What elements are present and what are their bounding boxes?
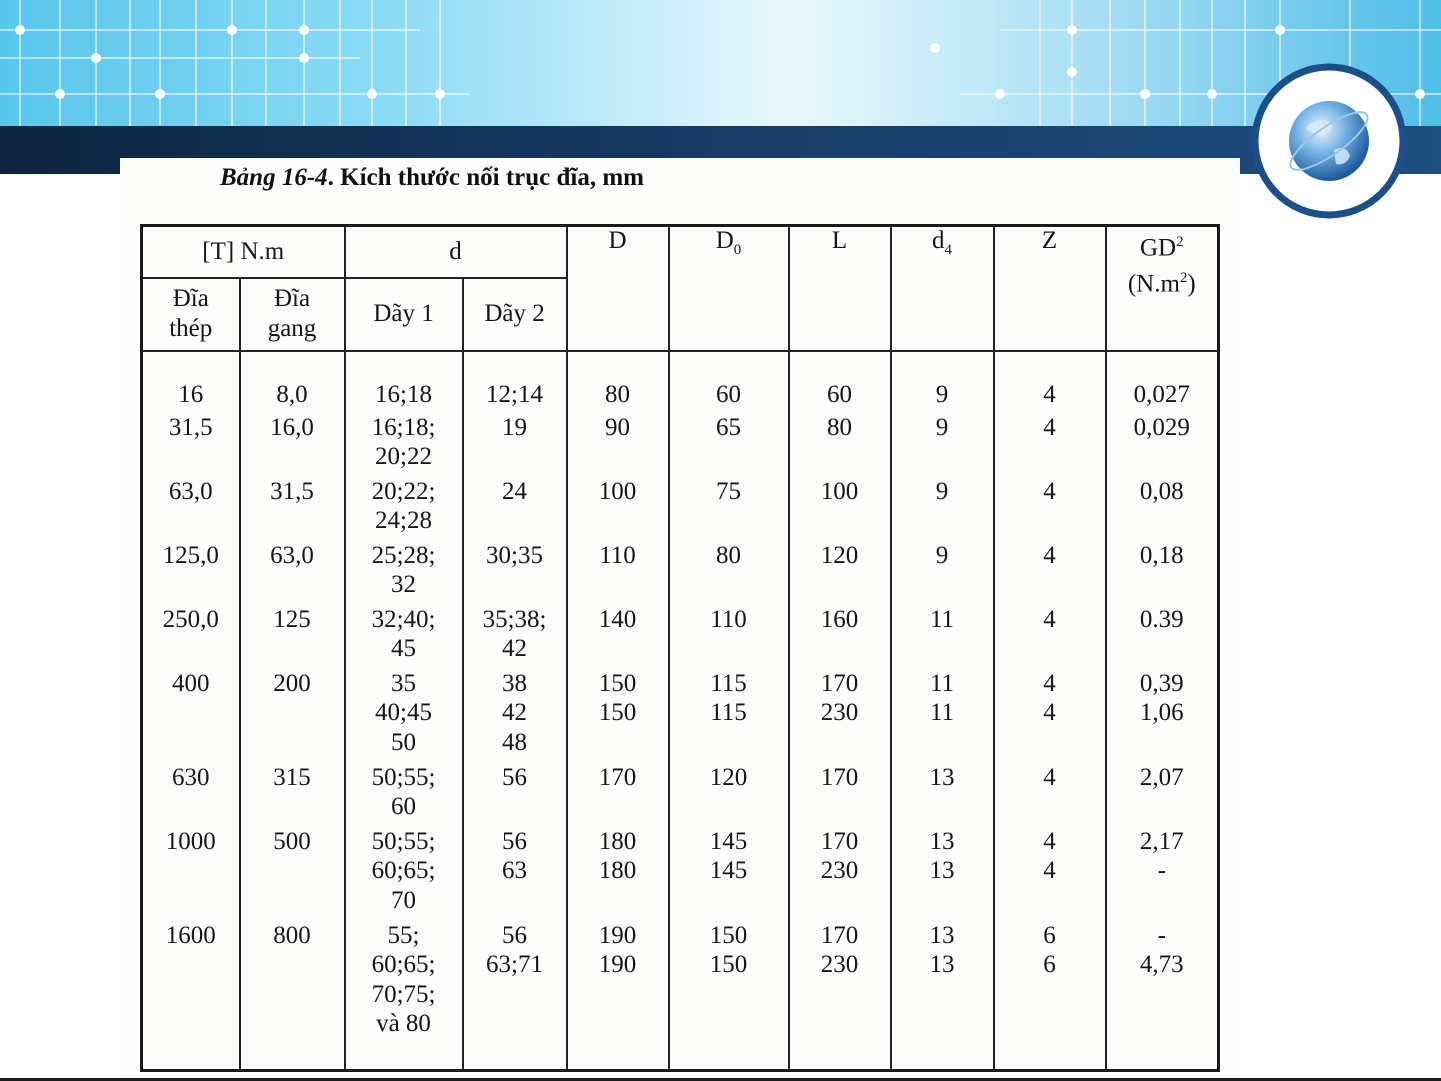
cell-cast: 800: [240, 921, 345, 1071]
coupling-dimensions-table: [140, 224, 1220, 1072]
table-row: [142, 351, 1219, 413]
cell-d1: 20;22; 24;28: [345, 477, 463, 541]
table-row: [142, 605, 1219, 669]
cell-d1: 50;55; 60;65; 70: [345, 827, 463, 921]
cell-z: 4: [994, 351, 1106, 413]
cell-gd2: 0,18: [1106, 541, 1219, 605]
cell-steel: 1600: [142, 921, 240, 1071]
cell-gd2: 2,07: [1106, 763, 1219, 827]
cell-d1: 35 40;45 50: [345, 669, 463, 763]
cell-l: 170 230: [789, 669, 891, 763]
cell-d0: 120: [669, 763, 789, 827]
cell-gd2: 0,027: [1106, 351, 1219, 413]
table-row: [142, 669, 1219, 763]
cell-cast: 63,0: [240, 541, 345, 605]
cell-steel: 400: [142, 669, 240, 763]
cell-l: 120: [789, 541, 891, 605]
cell-d0: 60: [669, 351, 789, 413]
cell-d2: 56 63;71: [463, 921, 567, 1071]
cell-d: 170: [567, 763, 669, 827]
table-body: [142, 351, 1219, 1071]
globe-logo-icon: [1250, 58, 1408, 224]
table-row: [142, 827, 1219, 921]
header-D: D: [567, 226, 669, 351]
cell-z: 4 4: [994, 669, 1106, 763]
cell-d4: 13 13: [891, 827, 994, 921]
cell-cast: 315: [240, 763, 345, 827]
cell-d: 140: [567, 605, 669, 669]
cell-d: 100: [567, 477, 669, 541]
cell-d0: 145 145: [669, 827, 789, 921]
header-Z: Z: [994, 226, 1106, 351]
cell-z: 4: [994, 763, 1106, 827]
cell-d2: 19: [463, 413, 567, 477]
cell-d1: 16;18: [345, 351, 463, 413]
table-row: [142, 541, 1219, 605]
cell-z: 4: [994, 413, 1106, 477]
cell-z: 4: [994, 541, 1106, 605]
cell-cast: 200: [240, 669, 345, 763]
cell-cast: 16,0: [240, 413, 345, 477]
cell-d2: 35;38; 42: [463, 605, 567, 669]
cell-d0: 75: [669, 477, 789, 541]
cell-steel: 31,5: [142, 413, 240, 477]
cell-l: 170 230: [789, 921, 891, 1071]
cell-gd2: 0,39 1,06: [1106, 669, 1219, 763]
cell-l: 60: [789, 351, 891, 413]
cell-d: 180 180: [567, 827, 669, 921]
caption-text: . Kích thước nối trục đĩa, mm: [327, 164, 644, 191]
cell-steel: 630: [142, 763, 240, 827]
cell-cast: 31,5: [240, 477, 345, 541]
cell-cast: 125: [240, 605, 345, 669]
cell-z: 4 4: [994, 827, 1106, 921]
cell-d0: 65: [669, 413, 789, 477]
cell-d2: 38 42 48: [463, 669, 567, 763]
cell-d: 110: [567, 541, 669, 605]
cell-d0: 80: [669, 541, 789, 605]
cell-d: 90: [567, 413, 669, 477]
cell-d1: 50;55; 60: [345, 763, 463, 827]
cell-z: 4: [994, 477, 1106, 541]
cell-l: 160: [789, 605, 891, 669]
cell-gd2: 0.39: [1106, 605, 1219, 669]
cell-d1: 16;18; 20;22: [345, 413, 463, 477]
cell-gd2: - 4,73: [1106, 921, 1219, 1071]
cell-cast: 8,0: [240, 351, 345, 413]
cell-z: 4: [994, 605, 1106, 669]
cell-d: 80: [567, 351, 669, 413]
table-row: [142, 763, 1219, 827]
cell-l: 170: [789, 763, 891, 827]
circuit-pattern: [0, 0, 1441, 128]
table-row: [142, 413, 1219, 477]
cell-l: 100: [789, 477, 891, 541]
cell-d4: 9: [891, 413, 994, 477]
cell-steel: 1000: [142, 827, 240, 921]
cell-d1: 55; 60;65; 70;75; và 80: [345, 921, 463, 1071]
cell-cast: 500: [240, 827, 345, 921]
header-D0: $D_0$: [669, 226, 789, 351]
cell-l: 170 230: [789, 827, 891, 921]
cell-l: 80: [789, 413, 891, 477]
cell-d4: 13 13: [891, 921, 994, 1071]
cell-z: 6 6: [994, 921, 1106, 1071]
cell-d0: 110: [669, 605, 789, 669]
cell-d4: 9: [891, 541, 994, 605]
cell-steel: 250,0: [142, 605, 240, 669]
cell-d4: 9: [891, 351, 994, 413]
cell-d2: 24: [463, 477, 567, 541]
header-d4: $d_4$: [891, 226, 994, 351]
header-cast-disk: Đĩa gang: [240, 278, 345, 351]
cell-d2: 30;35: [463, 541, 567, 605]
header-pattern-band: [0, 0, 1441, 128]
table-caption: [220, 164, 644, 192]
header-GD2: $GD^2$ $(N.m^2)$: [1106, 226, 1219, 351]
cell-d1: 32;40; 45: [345, 605, 463, 669]
header-d: d: [345, 226, 567, 278]
cell-d4: 11 11: [891, 669, 994, 763]
cell-d4: 13: [891, 763, 994, 827]
cell-steel: 63,0: [142, 477, 240, 541]
header-series-2: Dãy 2: [463, 278, 567, 351]
cell-gd2: 2,17 -: [1106, 827, 1219, 921]
cell-gd2: 0,029: [1106, 413, 1219, 477]
cell-d2: 12;14: [463, 351, 567, 413]
cell-d1: 25;28; 32: [345, 541, 463, 605]
header-series-1: Dãy 1: [345, 278, 463, 351]
cell-d0: 150 150: [669, 921, 789, 1071]
cell-steel: 125,0: [142, 541, 240, 605]
header-torque: [T] N.m: [142, 226, 345, 278]
table-row: [142, 921, 1219, 1071]
cell-d: 150 150: [567, 669, 669, 763]
cell-steel: 16: [142, 351, 240, 413]
scanned-document: [120, 158, 1240, 1078]
cell-gd2: 0,08: [1106, 477, 1219, 541]
cell-d2: 56: [463, 763, 567, 827]
cell-d4: 11: [891, 605, 994, 669]
cell-d: 190 190: [567, 921, 669, 1071]
header-L: L: [789, 226, 891, 351]
cell-d2: 56 63: [463, 827, 567, 921]
table-row: [142, 477, 1219, 541]
header-steel-disk: Đĩa thép: [142, 278, 240, 351]
cell-d0: 115 115: [669, 669, 789, 763]
caption-prefix: Bảng 16-4: [220, 164, 328, 191]
cell-d4: 9: [891, 477, 994, 541]
